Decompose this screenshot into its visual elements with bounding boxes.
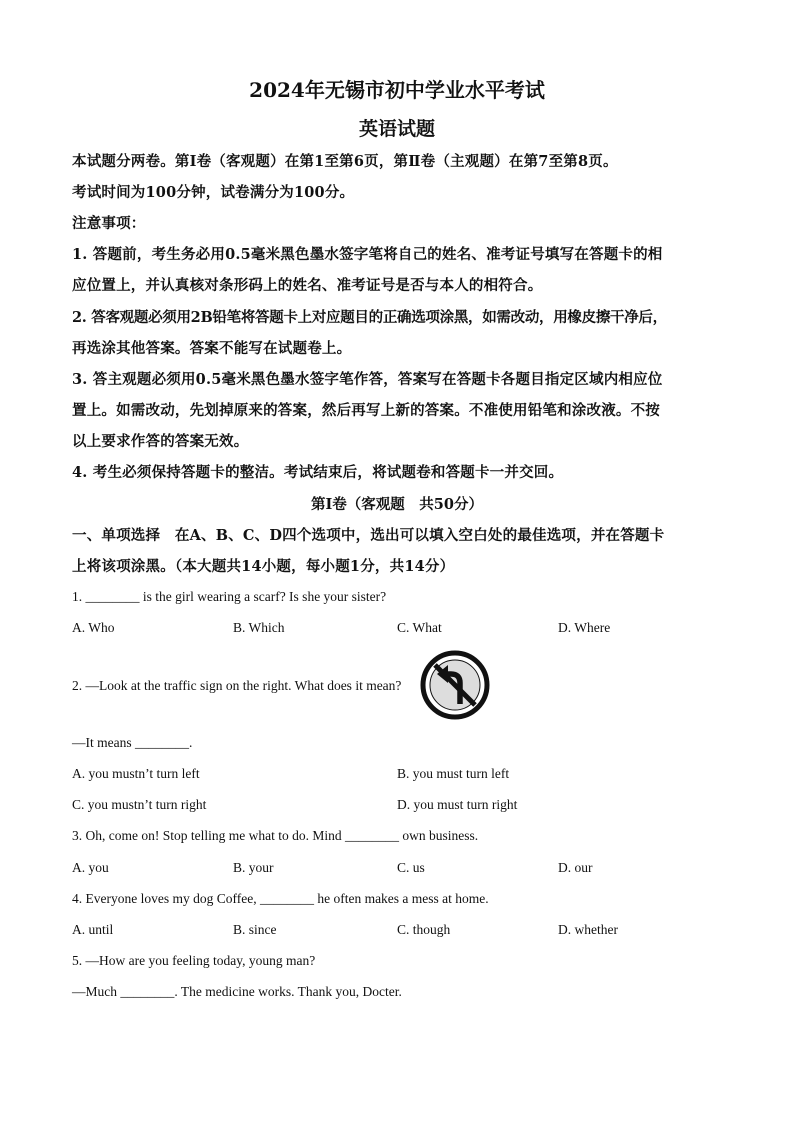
notes-heading: 注意事项： — [72, 215, 146, 232]
question-3-stem: 3. Oh, come on! Stop telling me what to do. Mind ________ own business. — [72, 828, 479, 843]
question-4-option-d: D. whether — [558, 922, 618, 937]
part-1-instruction-line-1: 一、单项选择 在A、B、C、D四个选项中，选出可以填入空白处的最佳选项，并在答题卡 — [72, 527, 665, 544]
question-1-option-c: C. What — [397, 620, 442, 635]
question-1-option-b: B. Which — [233, 620, 285, 635]
question-2-option-d: D. you must turn right — [397, 797, 518, 812]
note-1-line-2: 应位置上，并认真核对条形码上的姓名、准考证号是否与本人的相符合。 — [72, 277, 543, 294]
question-1-option-a: A. Who — [72, 620, 115, 635]
page-title: 2024年无锡市初中学业水平考试 — [249, 78, 545, 102]
note-4: 4. 考生必须保持答题卡的整洁。考试结束后，将试题卷和答题卡一并交回。 — [72, 464, 564, 481]
part-1-instruction-line-2: 上将该项涂黑。（本大题共14小题，每小题1分，共14分） — [72, 558, 455, 575]
question-3-option-b: B. your — [233, 860, 274, 875]
question-5-stem: 5. —How are you feeling today, young man? — [72, 953, 316, 968]
note-3-line-1: 3. 答主观题必须用0.5毫米黑色墨水签字笔作答，答案写在答题卡各题目指定区域内相应位 — [72, 371, 663, 388]
no-left-turn-sign-icon — [420, 650, 490, 720]
question-2-option-a: A. you mustn’t turn left — [72, 766, 200, 781]
note-2-line-2: 再选涂其他答案。答案不能写在试题卷上。 — [72, 340, 352, 357]
note-3-line-3: 以上要求作答的答案无效。 — [72, 433, 249, 450]
note-2-line-1: 2. 答客观题必须用2B铅笔将答题卡上对应题目的正确选项涂黑，如需改动，用橡皮擦干净后， — [72, 309, 667, 326]
note-1-line-1: 1. 答题前，考生务必用0.5毫米黑色墨水签字笔将自己的姓名、准考证号填写在答题卡的相 — [72, 246, 663, 263]
question-2-option-b: B. you must turn left — [397, 766, 510, 781]
question-2-option-c: C. you mustn’t turn right — [72, 797, 207, 812]
question-4-option-b: B. since — [233, 922, 277, 937]
note-3-line-2: 置上。如需改动，先划掉原来的答案，然后再写上新的答案。不准使用铅笔和涂改液。不按 — [72, 402, 660, 419]
section-heading: 第Ⅰ卷（客观题 共50分） — [311, 496, 483, 513]
question-1-stem: 1. ________ is the girl wearing a scarf? Is she your sister? — [72, 589, 387, 604]
question-5-response: —Much ________. The medicine works. Thank you, Docter. — [72, 984, 402, 999]
question-3-option-c: C. us — [397, 860, 425, 875]
question-4-option-a: A. until — [72, 922, 114, 937]
question-2-response: —It means ________. — [72, 735, 193, 750]
intro-line-1: 本试题分两卷。第Ⅰ卷（客观题）在第1至第6页，第Ⅱ卷（主观题）在第7至第8页。 — [72, 153, 618, 170]
question-3-option-a: A. you — [72, 860, 109, 875]
question-3-option-d: D. our — [558, 860, 593, 875]
question-4-stem: 4. Everyone loves my dog Coffee, ________ he often makes a mess at home. — [72, 891, 489, 906]
page-subtitle: 英语试题 — [358, 118, 435, 140]
question-1-option-d: D. Where — [558, 620, 611, 635]
question-4-option-c: C. though — [397, 922, 451, 937]
question-2-stem: 2. —Look at the traffic sign on the right. What does it mean? — [72, 678, 402, 693]
intro-line-2: 考试时间为100分钟，试卷满分为100分。 — [72, 184, 355, 201]
